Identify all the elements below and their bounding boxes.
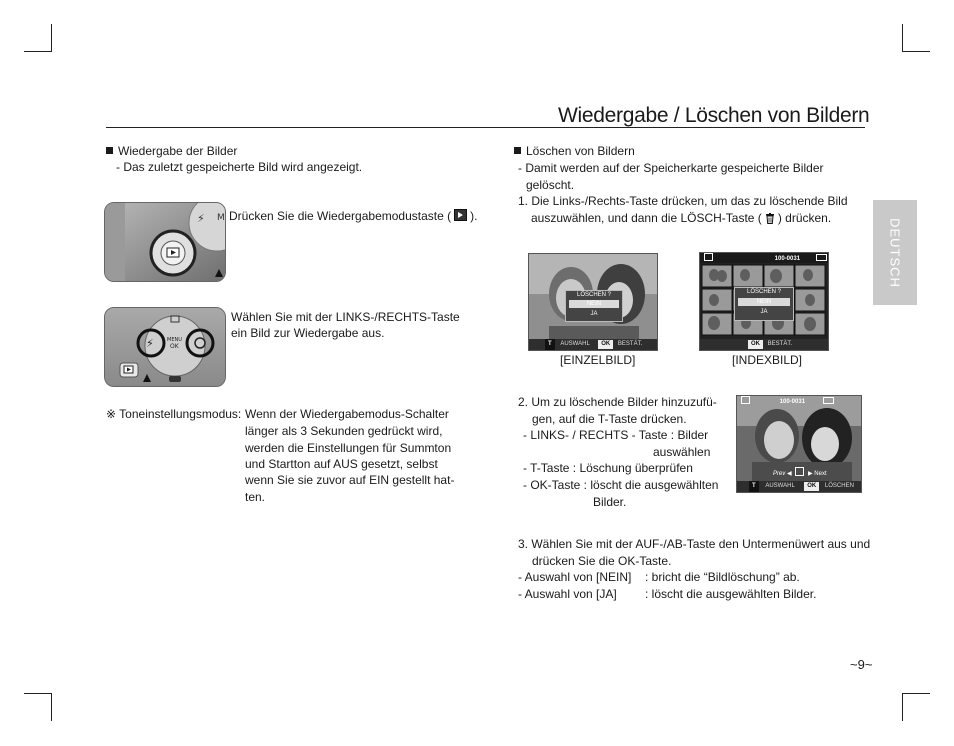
crop-mark xyxy=(902,24,903,52)
right-step1-line2: auszuwählen, und dann die LÖSCH-Taste ( ) drücken. xyxy=(531,211,832,225)
note-line: Wenn der Wiedergabemodus-Schalter xyxy=(245,407,449,421)
trash-icon xyxy=(765,212,775,223)
delete-dialog xyxy=(565,290,623,322)
battery-icon xyxy=(823,397,834,404)
left-arrow-icon: ◀ xyxy=(787,471,792,477)
language-tab xyxy=(873,200,917,305)
option-no[interactable]: NEIN xyxy=(738,298,790,306)
prev-next-row xyxy=(773,467,827,477)
file-number: 100-0031 xyxy=(779,399,806,405)
crop-mark xyxy=(51,693,52,721)
crop-mark xyxy=(902,51,930,52)
step2-line: 2. Um zu löschende Bilder hinzuzufü- xyxy=(518,395,717,409)
lcd-bottom-bar xyxy=(737,481,861,492)
step2-line: auswählen xyxy=(653,445,711,459)
delete-label: LÖSCHEN xyxy=(824,483,854,489)
note-line: länger als 3 Sekunden gedrückt wird, xyxy=(245,424,443,438)
playback-mode-icon xyxy=(741,396,750,404)
select-label: AUSWAHL xyxy=(765,483,795,489)
checkbox-icon xyxy=(795,467,804,476)
ok-key-label: OK xyxy=(804,482,819,491)
crop-mark xyxy=(902,693,903,721)
note-line: werden die Einstellungen für Summton xyxy=(245,441,452,455)
left-step2-line2: ein Bild zur Wiedergabe aus. xyxy=(231,326,385,340)
step2-line: - OK-Taste : löscht die ausgewählten xyxy=(523,478,719,492)
step3-no-label: - Auswahl von [NEIN] xyxy=(518,570,632,584)
t-key-label: T xyxy=(545,339,555,350)
lcd-bottom-bar xyxy=(529,339,657,350)
lcd-index-image xyxy=(699,252,829,351)
right-intro-line: - Damit werden auf der Speicherkarte gespeicherte Bilder xyxy=(518,161,824,175)
camera-left-right-keys-photo xyxy=(104,307,226,387)
prev-label: Prev xyxy=(773,471,786,477)
crop-mark xyxy=(24,51,52,52)
option-no[interactable]: NEIN xyxy=(569,300,619,308)
confirm-label: BESTÄT. xyxy=(617,341,643,347)
bullet-square-icon xyxy=(514,147,521,154)
page-number: ~9~ xyxy=(850,657,873,672)
step3-line1: 3. Wählen Sie mit der AUF-/AB-Taste den Untermenüwert aus und xyxy=(518,537,871,551)
step2-line: gen, auf die T-Taste drücken. xyxy=(532,412,687,426)
page-title: Wiedergabe / Löschen von Bildern xyxy=(558,104,870,127)
right-step1-line: 1. Die Links-/Rechts-Taste drücken, um das zu löschende Bild xyxy=(518,194,848,208)
note-label: ※ Toneinstellungsmodus: xyxy=(106,407,242,421)
ok-key-label: OK xyxy=(748,340,763,349)
option-yes[interactable]: JA xyxy=(590,311,598,317)
dialog-title: LÖSCHEN ? xyxy=(576,292,611,298)
lcd-header xyxy=(737,396,861,406)
note-line: wenn Sie sie zuvor auf EIN gestellt hat- xyxy=(245,473,455,487)
step3-yes-label: - Auswahl von [JA] xyxy=(518,587,617,601)
note-line: und Startton auf AUS gesetzt, selbst xyxy=(245,457,438,471)
caption-index: [INDEXBILD] xyxy=(732,353,803,367)
lcd-single-image xyxy=(528,253,658,351)
language-tab-label: DEUTSCH xyxy=(887,217,903,288)
playback-icon xyxy=(454,209,467,221)
step3-yes-value: : löscht die ausgewählten Bilder. xyxy=(645,587,817,601)
lcd-bottom-bar xyxy=(700,339,828,350)
svg-text:⚡: ⚡ xyxy=(197,212,205,225)
file-number: 100-0031 xyxy=(774,256,801,262)
right-arrow-icon: ▶ xyxy=(807,471,813,477)
bullet-square-icon xyxy=(106,147,113,154)
camera-playback-button-photo xyxy=(104,202,226,282)
confirm-label: BESTÄT. xyxy=(767,341,793,347)
step3-line2: drücken Sie die OK-Taste. xyxy=(532,554,672,568)
step2-line: Bilder. xyxy=(593,495,627,509)
ok-key-label: OK xyxy=(598,340,613,349)
crop-mark xyxy=(24,693,52,694)
lcd-multi-select xyxy=(736,395,862,493)
left-step1: Drücken Sie die Wiedergabemodustaste ( ). xyxy=(229,209,478,223)
note-line: ten. xyxy=(245,490,266,504)
crop-mark xyxy=(51,24,52,52)
dialog-title: LÖSCHEN ? xyxy=(746,289,781,295)
next-label: Next xyxy=(814,471,827,477)
t-key-label: T xyxy=(749,481,759,492)
right-intro-line: gelöscht. xyxy=(526,178,575,192)
select-label: AUSWAHL xyxy=(560,341,590,347)
title-rule xyxy=(106,127,865,128)
playback-mode-icon xyxy=(704,253,713,261)
svg-text:⚡: ⚡ xyxy=(146,337,154,350)
left-intro: - Das zuletzt gespeicherte Bild wird angezeigt. xyxy=(116,160,363,174)
ok-label: OK xyxy=(170,343,179,350)
menu-label: MENU xyxy=(167,337,182,343)
right-heading: Löschen von Bildern xyxy=(514,143,635,159)
crop-mark xyxy=(902,693,930,694)
left-heading: Wiedergabe der Bilder xyxy=(106,143,237,159)
svg-text:M: M xyxy=(217,213,225,223)
step2-line: - LINKS- / RECHTS - Taste : Bilder xyxy=(523,428,709,442)
caption-single: [EINZELBILD] xyxy=(560,353,636,367)
step3-no-value: : bricht die “Bildlöschung” ab. xyxy=(645,570,800,584)
step2-line: - T-Taste : Löschung überprüfen xyxy=(523,461,693,475)
lcd-header xyxy=(700,253,828,263)
option-yes[interactable]: JA xyxy=(760,309,768,315)
battery-icon xyxy=(816,254,827,261)
delete-dialog xyxy=(734,287,794,321)
left-step2-line1: Wählen Sie mit der LINKS-/RECHTS-Taste xyxy=(231,310,460,324)
